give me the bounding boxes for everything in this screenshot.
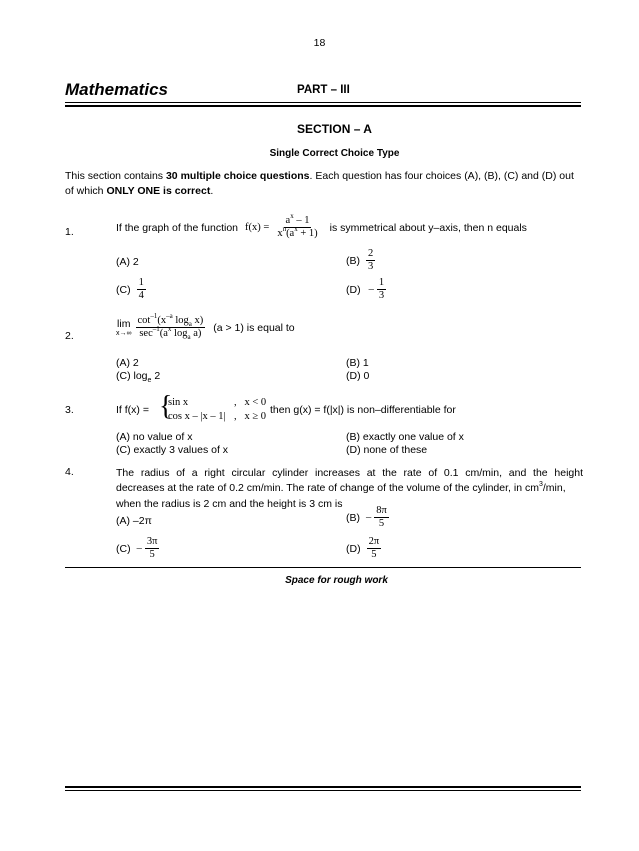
- option-b: [346, 248, 375, 273]
- option-d: (D) none of these: [346, 444, 428, 456]
- minus-sign: –: [366, 512, 372, 523]
- option-c-fraction: [145, 536, 160, 561]
- option-c: [116, 370, 160, 382]
- text-line-1: The radius of a right circular cylinder increases at the rate of 0.1 cm/min, and the height: [116, 467, 583, 479]
- piecewise-prefix: If f(x) =: [116, 404, 149, 416]
- case-2-expr: cos x – |x – 1|: [168, 411, 226, 422]
- option-c-label: (C): [116, 283, 131, 296]
- case-1-expr: sin x: [168, 397, 189, 408]
- numerator: 1: [378, 277, 385, 288]
- option-c-post: 2: [151, 370, 161, 382]
- text-line-2: [116, 481, 583, 497]
- den-log: log: [171, 328, 188, 339]
- option-d: [346, 536, 381, 561]
- option-c: [116, 277, 146, 302]
- den-rest-2: + 1): [297, 228, 318, 239]
- text-line-3: when the radius is 2 cm and the height is 3 cm is: [116, 498, 343, 510]
- denominator: 4: [138, 290, 144, 301]
- den-body: (a: [159, 328, 168, 339]
- den-exp-2: x: [294, 225, 298, 233]
- option-a: (A) no value of x: [116, 431, 193, 443]
- text-line-2-end: /min,: [542, 482, 566, 494]
- subject-title: Mathematics: [65, 80, 168, 99]
- option-a: (A) 2: [116, 256, 139, 268]
- num-log: log: [172, 315, 189, 326]
- minus-sign: –: [368, 284, 374, 295]
- option-b-label: (B): [346, 511, 360, 524]
- numerator: 2: [368, 248, 374, 259]
- footer-rule-thick: [65, 786, 581, 788]
- instructions-mid: . Each question has four choices (A), (B), (C) and (D) out of which: [65, 170, 574, 197]
- option-d: [346, 277, 386, 302]
- option-d-label: (D): [346, 283, 361, 296]
- denominator: 5: [378, 518, 385, 529]
- option-c: [116, 536, 159, 561]
- cot: cot: [137, 315, 151, 326]
- option-d: (D) 0: [346, 370, 370, 382]
- footer-rule: [65, 790, 581, 791]
- option-c-pre: (C) log: [116, 370, 148, 382]
- section-title: SECTION – A: [297, 122, 372, 136]
- option-d-label: (D): [346, 542, 361, 555]
- stem-post: (a > 1) is equal to: [213, 321, 295, 334]
- sec: sec: [139, 328, 153, 339]
- denominator: 5: [149, 549, 155, 560]
- piecewise-brace: {: [159, 391, 173, 422]
- instructions-bold-1: 30 multiple choice questions: [165, 170, 310, 182]
- rough-work-rule: [65, 567, 581, 568]
- stem-pre: If the graph of the function: [116, 221, 239, 234]
- den-rest: (a: [286, 228, 295, 239]
- lim-text: lim: [117, 317, 131, 330]
- rough-work-label: Space for rough work: [285, 575, 388, 586]
- stem-post: then g(x) = f(|x|) is non–differentiable for: [270, 404, 456, 416]
- denominator: 3: [368, 261, 374, 272]
- num-exp: –a: [166, 312, 173, 320]
- numerator: 8π: [376, 505, 387, 516]
- option-d-fraction: [377, 277, 386, 302]
- option-a: (A) –2π: [116, 515, 152, 527]
- limit-expression: [116, 312, 295, 341]
- numerator: 1: [138, 277, 144, 288]
- instructions-bold-2: ONLY ONE is correct: [106, 185, 211, 197]
- text-line-2-sup: 3: [538, 481, 543, 488]
- case-2-cond: , x ≥ 0: [234, 411, 267, 422]
- header-rule-thick: [65, 105, 581, 107]
- cot-exp: –1: [150, 312, 158, 320]
- part-label: PART – III: [297, 84, 350, 96]
- option-c: (C) exactly 3 values of x: [116, 444, 229, 456]
- function-fraction: [275, 212, 319, 240]
- num-body: (x: [157, 315, 167, 326]
- option-c-fraction: [137, 277, 146, 302]
- num-rest: – 1: [293, 215, 310, 226]
- option-d-fraction: [367, 536, 382, 561]
- instructions: [65, 169, 583, 199]
- function-name: f(x) =: [245, 222, 270, 233]
- question-number: 3.: [65, 404, 74, 416]
- denominator: 3: [378, 290, 385, 301]
- sec-exp: –1: [152, 325, 160, 333]
- question-number: 1.: [65, 226, 74, 238]
- limit-fraction: [136, 312, 206, 341]
- lim-subscript: x→∞: [116, 329, 132, 337]
- num-exp: x: [290, 212, 294, 220]
- limit-operator: [116, 318, 132, 338]
- option-b: (B) 1: [346, 357, 369, 369]
- option-b: (B) exactly one value of x: [346, 431, 464, 443]
- option-b-fraction: [374, 505, 389, 530]
- option-c-label: (C): [116, 542, 131, 555]
- denominator: 5: [371, 549, 377, 560]
- den-base: x: [277, 228, 283, 239]
- stem-post: is symmetrical about y–axis, then n equals: [329, 221, 527, 234]
- option-b: [346, 505, 389, 530]
- case-1-cond: , x < 0: [234, 397, 267, 408]
- option-b-label: (B): [346, 254, 360, 267]
- option-a: (A) 2: [116, 357, 139, 369]
- question-number: 2.: [65, 330, 74, 342]
- section-subtitle: Single Correct Choice Type: [269, 148, 400, 159]
- text-line-2-main: decreases at the rate of 0.2 cm/min. The rate of change of the volume of the cylinder, in cm: [116, 482, 539, 494]
- numerator: 3π: [146, 536, 158, 547]
- minus-sign: –: [136, 543, 142, 554]
- question-number: 4.: [65, 466, 74, 478]
- den-exp: x: [167, 325, 172, 333]
- instructions-end: .: [210, 185, 214, 197]
- den-log-base: a: [187, 333, 191, 341]
- option-b-fraction: [366, 248, 375, 273]
- den-end: a): [190, 328, 202, 339]
- num-base: a: [285, 215, 291, 226]
- header-rule: [65, 102, 581, 103]
- page-number: 18: [313, 37, 326, 49]
- instructions-pre: This section contains: [65, 170, 166, 182]
- question-stem: [116, 212, 527, 240]
- numerator: 2π: [368, 536, 380, 547]
- num-log-base: a: [188, 320, 192, 328]
- option-c-sub: e: [147, 377, 152, 384]
- den-exp: n: [282, 225, 287, 233]
- num-end: x): [191, 315, 204, 326]
